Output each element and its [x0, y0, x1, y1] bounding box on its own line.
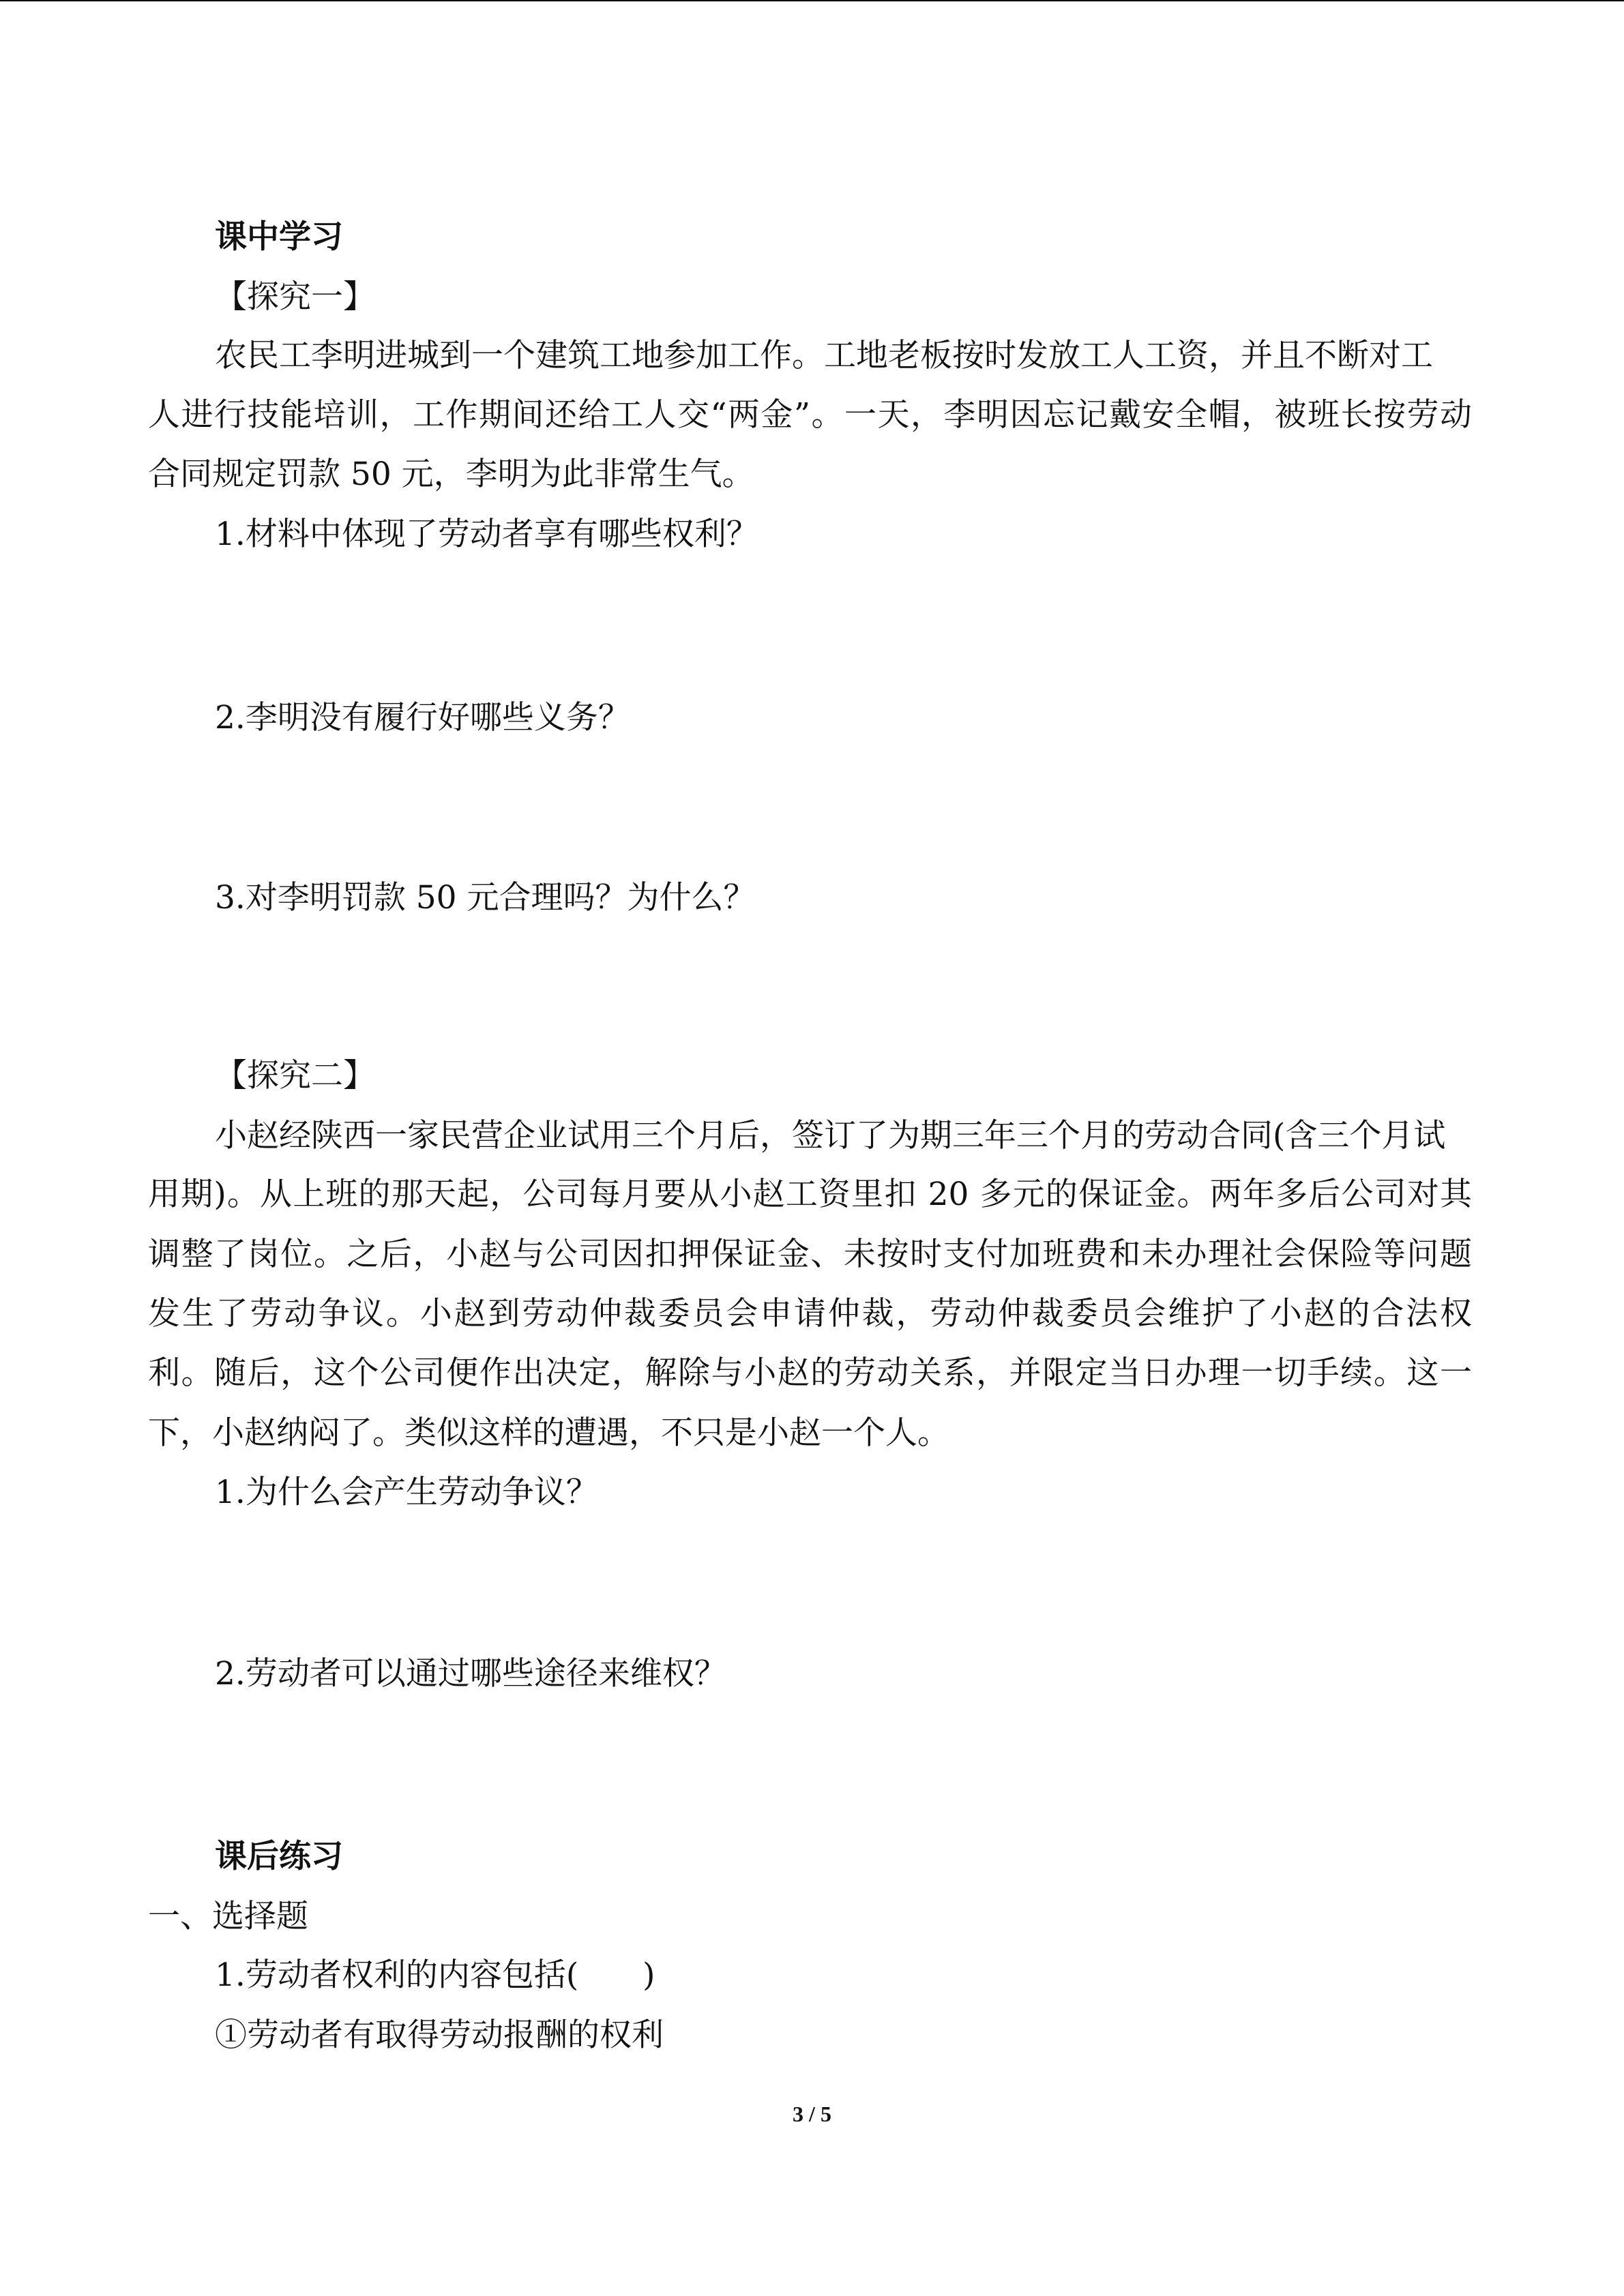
inquiry-two-paragraph-line-3: 调整了岗位。之后，小赵与公司因扣押保证金、未按时支付加班费和未办理社会保险等问题 — [148, 1236, 1472, 1273]
inquiry-one-question-2: 2.李明没有履行好哪些义务？ — [215, 699, 630, 736]
inquiry-one-question-1: 1.材料中体现了劳动者享有哪些权利？ — [215, 516, 758, 553]
inquiry-one-paragraph-line-1: 农民工李明进城到一个建筑工地参加工作。工地老板按时发放工人工资，并且不断对工 — [215, 337, 1433, 374]
inquiry-two-paragraph-line-6: 下，小赵纳闷了。类似这样的遭遇，不只是小赵一个人。 — [148, 1414, 949, 1452]
inquiry-two-paragraph-line-4: 发生了劳动争议。小赵到劳动仲裁委员会申请仲裁，劳动仲裁委员会维护了小赵的合法权 — [148, 1295, 1472, 1332]
inquiry-two-paragraph-line-5: 利。随后，这个公司便作出决定，解除与小赵的劳动关系，并限定当日办理一切手续。这一 — [148, 1354, 1472, 1392]
inquiry-two-title: 【探究二】 — [215, 1057, 375, 1094]
exercise-part-title: 一、选择题 — [148, 1898, 308, 1935]
inquiry-two-paragraph-line-1: 小赵经陕西一家民营企业试用三个月后，签订了为期三年三个月的劳动合同(含三个月试 — [215, 1117, 1446, 1154]
exercise-question-1: 1.劳动者权利的内容包括( ) — [215, 1956, 655, 1994]
section-heading-in-class: 课中学习 — [215, 218, 343, 256]
exercise-question-1-option-1: ①劳动者有取得劳动报酬的权利 — [215, 2016, 664, 2054]
inquiry-one-question-3: 3.对李明罚款 50 元合理吗？为什么？ — [215, 879, 756, 916]
inquiry-one-paragraph-line-2: 人进行技能培训，工作期间还给工人交“两金”。一天，李明因忘记戴安全帽，被班长按劳动 — [148, 396, 1472, 434]
inquiry-two-paragraph-line-2: 用期)。从上班的那天起，公司每月要从小赵工资里扣 20 多元的保证金。两年多后公司对其 — [148, 1176, 1472, 1213]
inquiry-one-title: 【探究一】 — [215, 278, 375, 316]
section-heading-after-class: 课后练习 — [215, 1838, 343, 1875]
page-number: 3 / 5 — [793, 2102, 831, 2126]
inquiry-one-paragraph-line-3: 合同规定罚款 50 元，李明为此非常生气。 — [148, 456, 754, 493]
inquiry-two-question-2: 2.劳动者可以通过哪些途径来维权？ — [215, 1655, 726, 1693]
inquiry-two-question-1: 1.为什么会产生劳动争议？ — [215, 1474, 598, 1511]
